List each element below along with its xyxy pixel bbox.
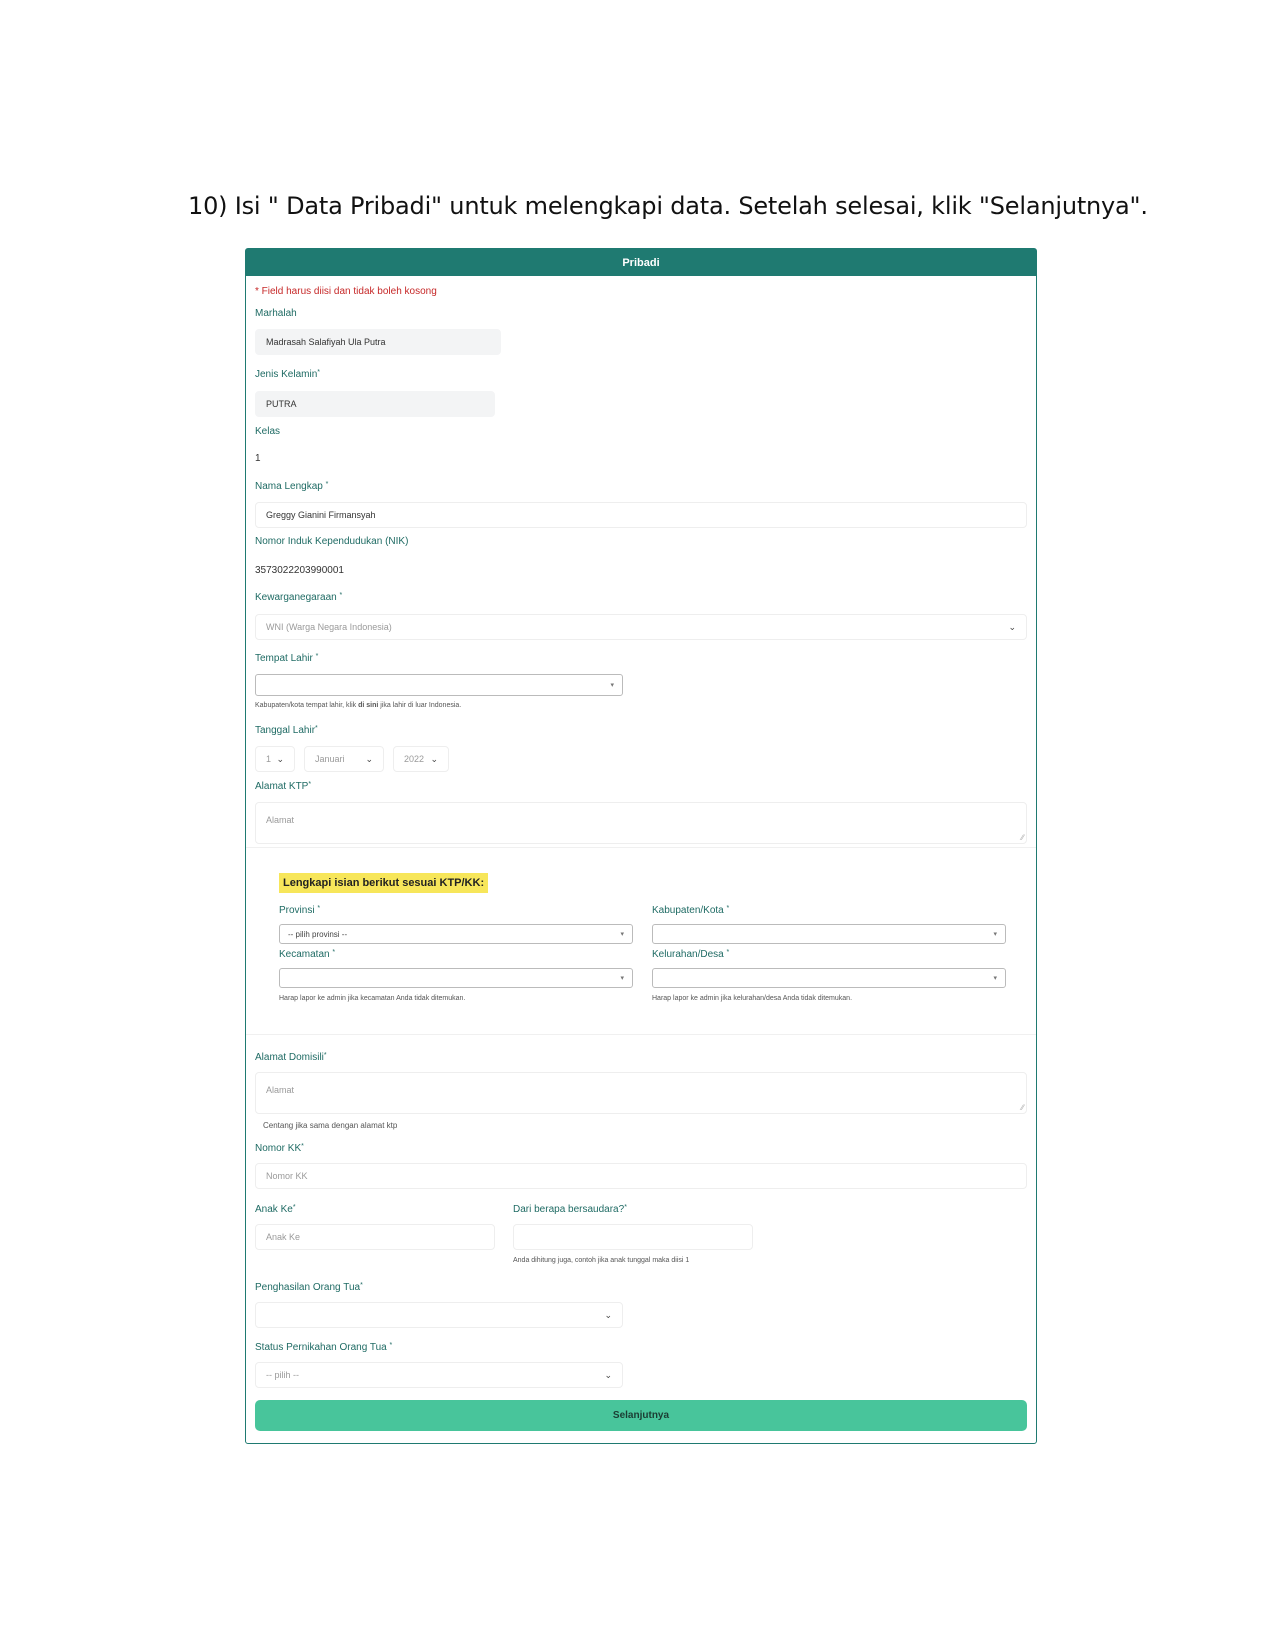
kelurahan-select[interactable]: [652, 968, 1006, 988]
penghasilan-select[interactable]: [255, 1302, 623, 1328]
kabupaten-label: Kabupaten/Kota *: [652, 905, 730, 916]
kecamatan-label: Kecamatan *: [279, 949, 336, 960]
jenis-kelamin-field: [255, 391, 495, 417]
chevron-down-icon: ▾: [620, 975, 624, 982]
status-pernikahan-select[interactable]: -- pilih -- ⌄: [255, 1362, 623, 1388]
chevron-down-icon: ⌄: [276, 753, 284, 764]
kelas-value: 1: [255, 453, 261, 464]
provinsi-select[interactable]: -- pilih provinsi -- ▾: [279, 924, 633, 944]
anak-ke-label: Anak Ke*: [255, 1204, 296, 1215]
kewarganegaraan-label: Kewarganegaraan *: [255, 592, 343, 603]
chevron-down-icon: ▾: [620, 931, 624, 938]
tempat-lahir-select[interactable]: [255, 674, 623, 696]
same-address-checkbox-label[interactable]: Centang jika sama dengan alamat ktp: [263, 1121, 398, 1130]
chevron-down-icon: ▾: [993, 975, 997, 982]
selanjutnya-button[interactable]: Selanjutnya: [255, 1400, 1027, 1431]
required-note: * Field harus diisi dan tidak boleh kosong: [255, 286, 437, 297]
nama-lengkap-label: Nama Lengkap *: [255, 481, 329, 492]
alamat-ktp-textarea[interactable]: Alamat ∕∕: [255, 802, 1027, 844]
tanggal-year-select[interactable]: 2022 ⌄: [393, 746, 449, 772]
tempat-lahir-help: Kabupaten/kota tempat lahir, klik di sini jika lahir di luar Indonesia.: [255, 702, 462, 709]
kewarganegaraan-select[interactable]: WNI (Warga Negara Indonesia) ⌄: [255, 614, 1027, 640]
chevron-down-icon: ⌄: [604, 1369, 612, 1380]
kelas-label: Kelas: [255, 426, 281, 437]
tempat-lahir-label: Tempat Lahir *: [255, 653, 319, 664]
ktp-section-heading-wrap: [279, 873, 488, 893]
kecamatan-select[interactable]: [279, 968, 633, 988]
card-header: Pribadi: [246, 249, 1036, 276]
ktp-section-heading: Lengkapi isian berikut sesuai KTP/KK:: [279, 873, 488, 893]
chevron-down-icon: ⌄: [430, 753, 438, 764]
ktp-address-section: [246, 847, 1036, 1035]
chevron-down-icon: ⌄: [1008, 621, 1016, 632]
kecamatan-help: Harap lapor ke admin jika kecamatan Anda tidak ditemukan.: [279, 995, 466, 1002]
chevron-down-icon: ⌄: [365, 753, 373, 764]
kelurahan-label: Kelurahan/Desa *: [652, 949, 730, 960]
alamat-ktp-label: Alamat KTP*: [255, 781, 312, 792]
chevron-down-icon: ▾: [610, 682, 614, 689]
nik-value: 3573022203990001: [255, 565, 344, 576]
anak-ke-input[interactable]: Anak Ke: [255, 1224, 495, 1250]
nama-lengkap-input[interactable]: Greggy Gianini Firmansyah: [255, 502, 1027, 528]
marhalah-field: [255, 329, 501, 355]
kelurahan-help: Harap lapor ke admin jika kelurahan/desa Anda tidak ditemukan.: [652, 995, 853, 1002]
bersaudara-label: Dari berapa bersaudara?*: [513, 1204, 627, 1215]
jenis-kelamin-label: Jenis Kelamin*: [255, 369, 320, 380]
nomor-kk-input[interactable]: Nomor KK: [255, 1163, 1027, 1189]
personal-data-form: [245, 248, 1037, 1444]
nik-label: Nomor Induk Kependudukan (NIK): [255, 536, 409, 547]
kabupaten-select[interactable]: [652, 924, 1006, 944]
status-pernikahan-label: Status Pernikahan Orang Tua *: [255, 1342, 393, 1353]
tanggal-month-select[interactable]: Januari ⌄: [304, 746, 384, 772]
resize-grip-icon[interactable]: ∕∕: [1021, 1103, 1024, 1112]
provinsi-label: Provinsi *: [279, 905, 321, 916]
resize-grip-icon[interactable]: ∕∕: [1021, 833, 1024, 842]
di-sini-link[interactable]: di sini: [358, 702, 379, 709]
marhalah-value: Madrasah Salafiyah Ula Putra: [266, 337, 386, 347]
tanggal-lahir-label: Tanggal Lahir*: [255, 725, 318, 736]
chevron-down-icon: ⌄: [604, 1309, 612, 1320]
marhalah-label: Marhalah: [255, 308, 297, 319]
jenis-kelamin-value: PUTRA: [266, 399, 297, 409]
penghasilan-label: Penghasilan Orang Tua*: [255, 1282, 363, 1293]
alamat-domisili-label: Alamat Domisili*: [255, 1052, 327, 1063]
alamat-domisili-textarea[interactable]: Alamat ∕∕: [255, 1072, 1027, 1114]
chevron-down-icon: ▾: [993, 931, 997, 938]
nomor-kk-label: Nomor KK*: [255, 1143, 304, 1154]
bersaudara-help: Anda dihitung juga, contoh jika anak tunggal maka diisi 1: [513, 1257, 690, 1264]
instruction-text: 10) Isi " Data Pribadi" untuk melengkapi data. Setelah selesai, klik "Selanjutnya".: [188, 192, 1148, 220]
bersaudara-input[interactable]: [513, 1224, 753, 1250]
tanggal-day-select[interactable]: 1 ⌄: [255, 746, 295, 772]
